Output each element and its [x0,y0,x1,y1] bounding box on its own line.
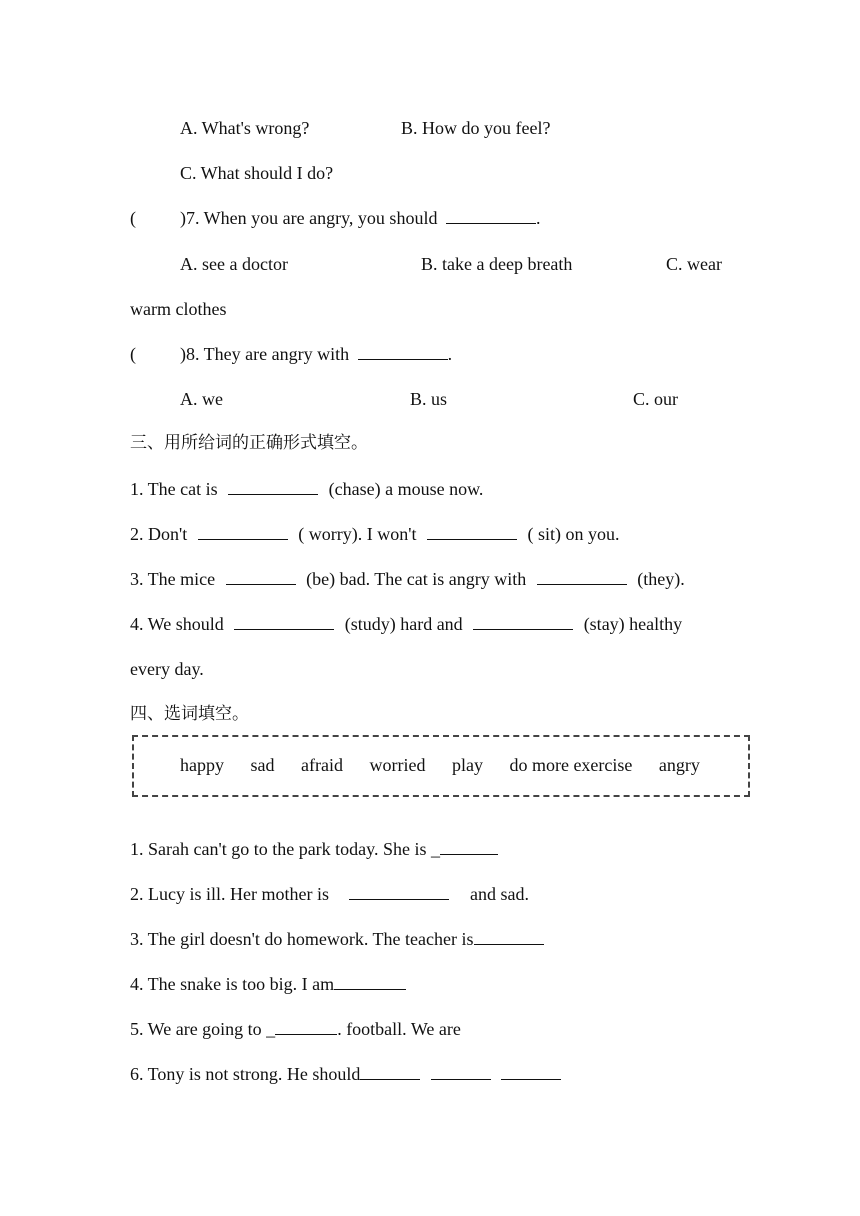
sentence-text: (study) hard and [344,614,463,634]
word-bank-item: do more exercise [509,755,633,775]
q7-option-c-continued: warm clothes [130,299,227,319]
sentence-text: and sad. [469,884,529,904]
answer-blank[interactable] [431,1063,491,1080]
section-4-sentence-4 [130,972,406,996]
word-bank-box [132,735,750,797]
section-4-sentence-5 [130,1017,461,1041]
sentence-text: . football. We are [337,1019,461,1039]
question-8-stem: )8. They are angry with [180,344,350,364]
section-4-heading: 四、选词填空。 [130,704,249,724]
answer-blank[interactable] [228,478,318,495]
answer-blank[interactable] [537,568,627,585]
sentence-text: 4. We should [130,614,224,634]
answer-blank[interactable] [427,523,517,540]
answer-blank[interactable] [446,207,536,224]
answer-blank[interactable] [275,1018,337,1035]
q8-option-a: A. we [180,389,223,409]
section-3-heading: 三、用所给词的正确形式填空。 [130,433,368,453]
section-3-sentence-4 [130,612,682,636]
sentence-text: 1. Sarah can't go to the park today. She is _ [130,839,441,859]
sentence-text: 2. Lucy is ill. Her mother is [130,884,329,904]
question-8 [130,342,452,366]
sentence-text: 3. The girl doesn't do homework. The teacher is [130,929,474,949]
section-4-sentence-6 [130,1062,561,1086]
section-3-sentence-1 [130,477,483,501]
q7-option-a: A. see a doctor [180,254,288,274]
q7-option-c: C. wear [666,254,722,274]
section-4-sentence-3 [130,927,544,951]
answer-blank[interactable] [358,343,448,360]
sentence-text: 2. Don't [130,524,188,544]
q6-option-b: B. How do you feel? [401,118,551,138]
section-4-sentence-1 [130,837,498,861]
word-bank-item: afraid [301,755,343,775]
sentence-text: (they). [637,569,685,589]
section-3-sentence-4-continued: every day. [130,659,204,679]
sentence-text: (chase) a mouse now. [328,479,484,499]
question-8-end: . [447,344,453,364]
section-3-sentence-3 [130,567,685,591]
q6-option-a: A. What's wrong? [180,118,310,138]
q8-option-c: C. our [633,389,678,409]
answer-blank[interactable] [349,883,449,900]
question-7-end: . [535,208,541,228]
sentence-text: 5. We are going to _ [130,1019,276,1039]
section-3-sentence-2 [130,522,619,546]
answer-blank[interactable] [334,973,406,990]
word-bank-item: play [451,755,483,775]
sentence-text: 4. The snake is too big. I am [130,974,335,994]
q6-option-c: C. What should I do? [180,163,334,183]
answer-blank[interactable] [360,1063,420,1080]
word-bank-item: happy [180,755,224,775]
answer-blank[interactable] [198,523,288,540]
answer-blank[interactable] [474,928,544,945]
answer-blank[interactable] [234,613,334,630]
answer-blank[interactable] [501,1063,561,1080]
sentence-text: ( sit) on you. [527,524,620,544]
section-4-sentence-2 [130,882,529,906]
question-7-stem: )7. When you are angry, you should [180,208,438,228]
answer-paren: ( [130,208,136,228]
answer-blank[interactable] [473,613,573,630]
answer-blank[interactable] [226,568,296,585]
sentence-text: 1. The cat is [130,479,218,499]
question-7 [130,206,540,230]
word-bank [180,755,722,776]
answer-paren: ( [130,344,136,364]
word-bank-item: worried [369,755,426,775]
sentence-text: 6. Tony is not strong. He should [130,1064,361,1084]
word-bank-item: angry [658,755,700,775]
q8-option-b: B. us [410,389,448,409]
sentence-text: (be) bad. The cat is angry with [306,569,527,589]
word-bank-item: sad [250,755,275,775]
sentence-text: 3. The mice [130,569,216,589]
answer-blank[interactable] [440,838,498,855]
sentence-text: ( worry). I won't [298,524,417,544]
q7-option-b: B. take a deep breath [421,254,573,274]
sentence-text: (stay) healthy [583,614,683,634]
